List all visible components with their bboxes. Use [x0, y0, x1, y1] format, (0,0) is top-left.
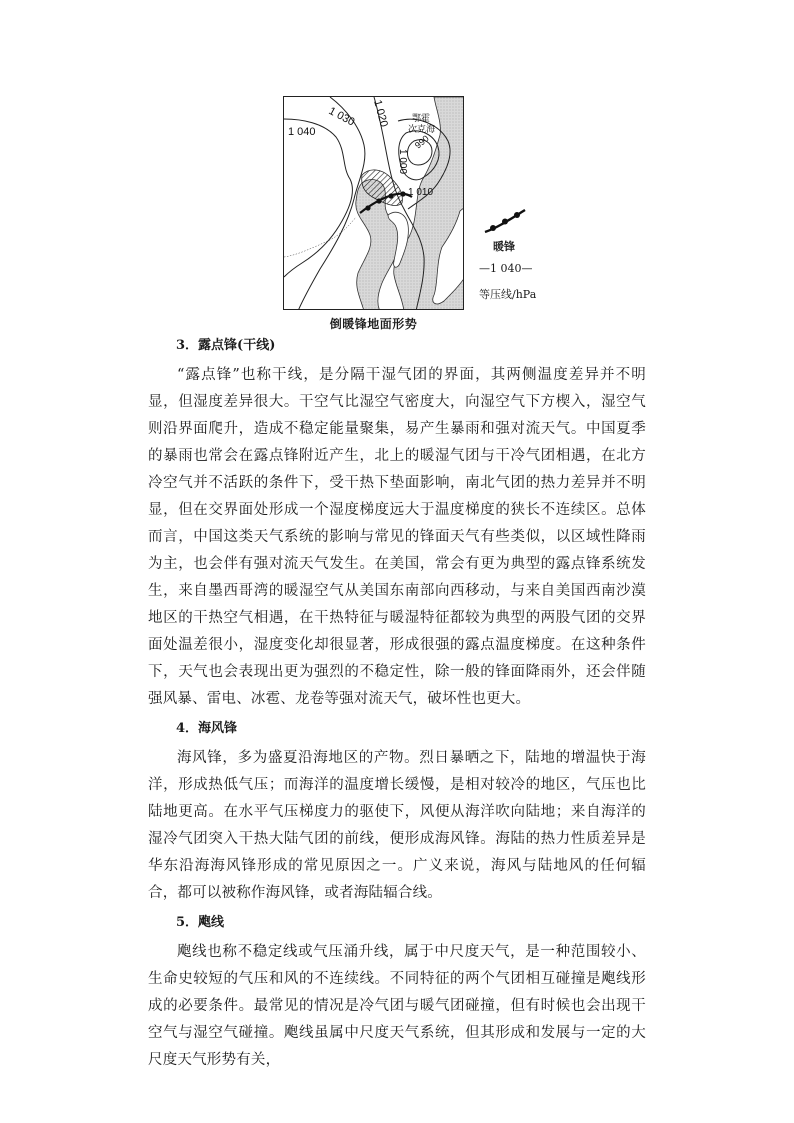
isobar-1000-label: 1 000	[397, 149, 408, 175]
sea-name-label: 鄂霍次克海	[408, 114, 436, 135]
isobar-1040-label: 1 040	[288, 126, 316, 138]
section-heading: 5．飑线	[176, 915, 225, 930]
section-squall-line	[148, 907, 646, 1074]
section-dew-point-front	[148, 330, 646, 713]
paragraph: “露点锋”也称干线，是分隔干湿气团的界面，其两侧温度差异并不明显，但湿度差异很大。干空气比湿空气密度大，向湿空气下方楔入，湿空气则沿界面爬升，造成不稳定能量聚集，易产生暴雨和强对流天气。中国夏季的暴雨也常会在露点锋附近产生，北上的暖湿气团与干冷气团相遇，在北方冷空气并不活跃的条件下，受干热下垫面影响，南北气团的热力差异并不明显，但在交界面处形成一个湿度梯度远大于温度梯度的狭长不连续区。总体而言，中国这类天气系统的影响与常见的锋面天气有些类似，以区域性降雨为主，也会伴有强对流天气发生。在美国，常会有更为典型的露点锋系统发生，来自墨西哥湾的暖湿空气从美国东南部向西移动，与来自美国西南沙漠地区的干热空气相遇，在干热特征与暖湿特征都较为典型的两股气团的交界面处温差很小，湿度变化却很显著，形成很强的露点温度梯度。在这种条件下，天气也会表现出更为强烈的不稳定性，除一般的锋面降雨外，还会伴随强风暴、雷电、冰雹、龙卷等强对流天气，破坏性也更大。	[148, 367, 646, 707]
isobar-1020-label: 1 020	[371, 98, 390, 129]
figure-caption: 倒暖锋地面形势	[329, 317, 418, 331]
isobar-1040	[284, 119, 352, 277]
legend-isobar-label: 等压线/hPa	[479, 288, 537, 301]
legend-warm-front-label: 暖锋	[493, 240, 515, 253]
article-body	[148, 330, 646, 1074]
legend-isobar-sample: —1 040—	[479, 262, 533, 275]
paragraph: 飑线也称不稳定线或气压涌升线，属于中尺度天气，是一种范围较小、生命史较短的气压和风的不连续线。不同特征的两个气团相互碰撞是飑线形成的必要条件。最常见的情况是冷气团与暖气团碰撞，但有时候也会出现干空气与湿空气碰撞。飑线虽属中尺度天气系统，但其形成和发展与一定的大尺度天气形势有关，	[148, 944, 646, 1068]
warm-front-icon	[479, 206, 539, 236]
section-heading: 4．海风锋	[176, 721, 238, 736]
isobar-1030-label: 1 030	[326, 105, 357, 129]
map-legend	[479, 206, 559, 301]
section-sea-breeze-front	[148, 713, 646, 907]
section-heading: 3．露点锋(干线)	[176, 338, 276, 353]
inverted-warm-front-map	[284, 97, 464, 310]
figure	[283, 96, 558, 336]
weather-map	[283, 96, 464, 310]
isobar-990-label: 990	[412, 133, 431, 151]
paragraph: 海风锋，多为盛夏沿海地区的产物。烈日暴晒之下，陆地的增温快于海洋，形成热低气压；而海洋的温度增长缓慢，是相对较冷的地区，气压也比陆地更高。在水平气压梯度力的驱使下，风便从海洋吹向陆地；来自海洋的湿冷气团突入干热大陆气团的前线，便形成海风锋。海陆的热力性质差异是华东沿海海风锋形成的常见原因之一。广义来说，海风与陆地风的任何辐合，都可以被称作海风锋，或者海陆辐合线。	[148, 750, 646, 901]
isobar-1010-label: 1 010	[408, 187, 434, 198]
